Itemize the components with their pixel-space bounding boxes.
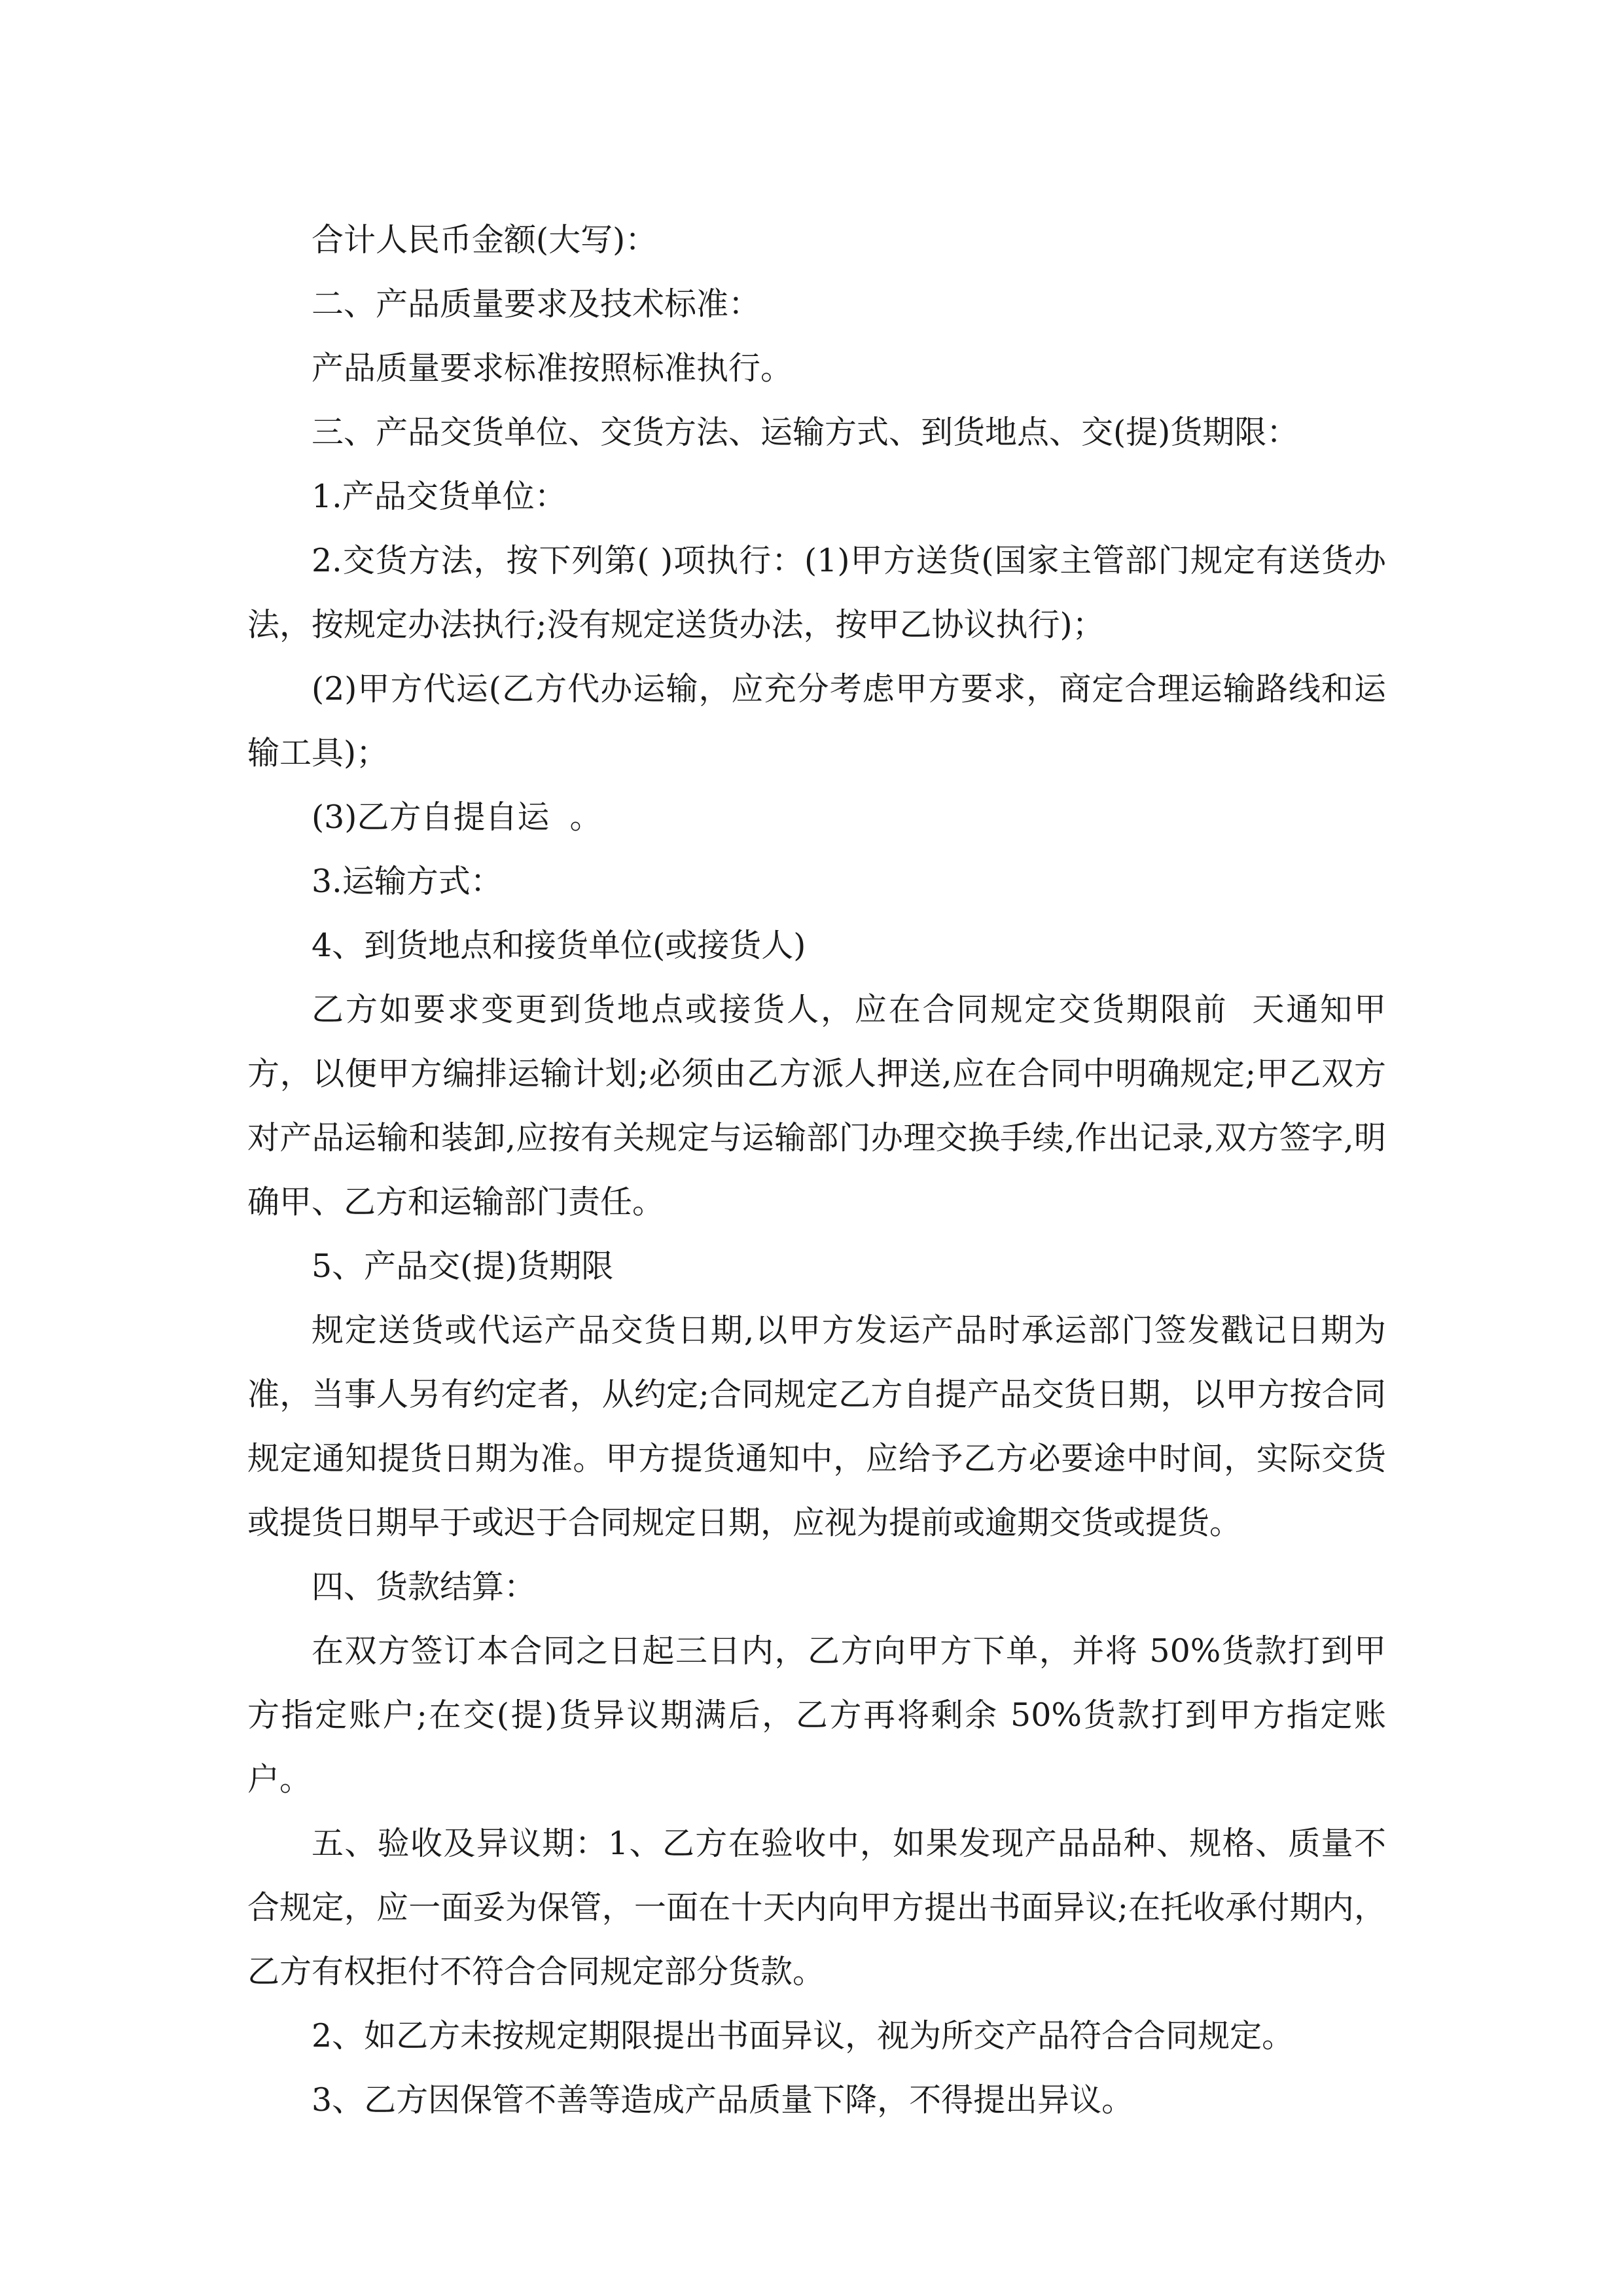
- paragraph-acceptance-objection: 五、验收及异议期：1、乙方在验收中，如果发现产品品种、规格、质量不合规定，应一面妥为保管，一面在十天内向甲方提出书面异议;在托收承付期内，乙方有权拒付不符合合同规定部分货款。: [247, 1825, 1386, 1990]
- paragraph-payment-settlement: 在双方签订本合同之日起三日内，乙方向甲方下单，并将 50%货款打到甲方指定账户;在交(提)货异议期满后，乙方再将剩余 50%货款打到甲方指定账户。: [247, 1632, 1386, 1798]
- paragraph-storage-quality: 3、乙方因保管不善等造成产品质量下降，不得提出异议。: [312, 2081, 1134, 2119]
- heading-delivery-terms: 三、产品交货单位、交货方法、运输方式、到货地点、交(提)货期限：: [312, 414, 1299, 451]
- item-delivery-unit: 1.产品交货单位：: [312, 478, 567, 515]
- paragraph-objection-deadline: 2、如乙方未按规定期限提出书面异议，视为所交产品符合合同规定。: [312, 2017, 1294, 2054]
- heading-quality-requirements: 二、产品质量要求及技术标准：: [312, 285, 761, 323]
- heading-delivery-period: 5、产品交(提)货期限: [312, 1247, 614, 1285]
- item-delivery-method-option-3: (3)乙方自提自运 。: [312, 798, 602, 836]
- paragraph-arrival-location: 乙方如要求变更到货地点或接货人，应在合同规定交货期限前 天通知甲方，以便甲方编排运输计划;必须由乙方派人押送,应在合同中明确规定;甲乙双方对产品运输和装卸,应按有关规定与运输部门办理交换手续,作出记录,双方签字,明确甲、乙方和运输部门责任。: [247, 991, 1386, 1221]
- paragraph-delivery-period: 规定送货或代运产品交货日期,以甲方发运产品时承运部门签发戳记日期为准，当事人另有约定者，从约定;合同规定乙方自提产品交货日期，以甲方按合同规定通知提货日期为准。甲方提货通知中，应给予乙方必要途中时间，实际交货或提货日期早于或迟于合同规定日期，应视为提前或逾期交货或提货。: [247, 1312, 1386, 1541]
- item-delivery-method: 2.交货方法，按下列第( )项执行：(1)甲方送货(国家主管部门规定有送货办法，按规定办法执行;没有规定送货办法，按甲乙协议执行)；: [247, 542, 1386, 643]
- paragraph-quality-standard: 产品质量要求标准按照标准执行。: [312, 350, 793, 387]
- document-body: [247, 208, 1386, 2132]
- heading-payment-settlement: 四、货款结算：: [312, 1568, 537, 1605]
- item-transport-mode: 3.运输方式：: [312, 863, 503, 900]
- heading-arrival-location: 4、到货地点和接货单位(或接货人): [312, 927, 806, 964]
- item-delivery-method-option-2: (2)甲方代运(乙方代办运输，应充分考虑甲方要求，商定合理运输路线和运输工具)；: [247, 670, 1386, 772]
- paragraph-total-amount: 合计人民币金额(大写)：: [312, 221, 658, 259]
